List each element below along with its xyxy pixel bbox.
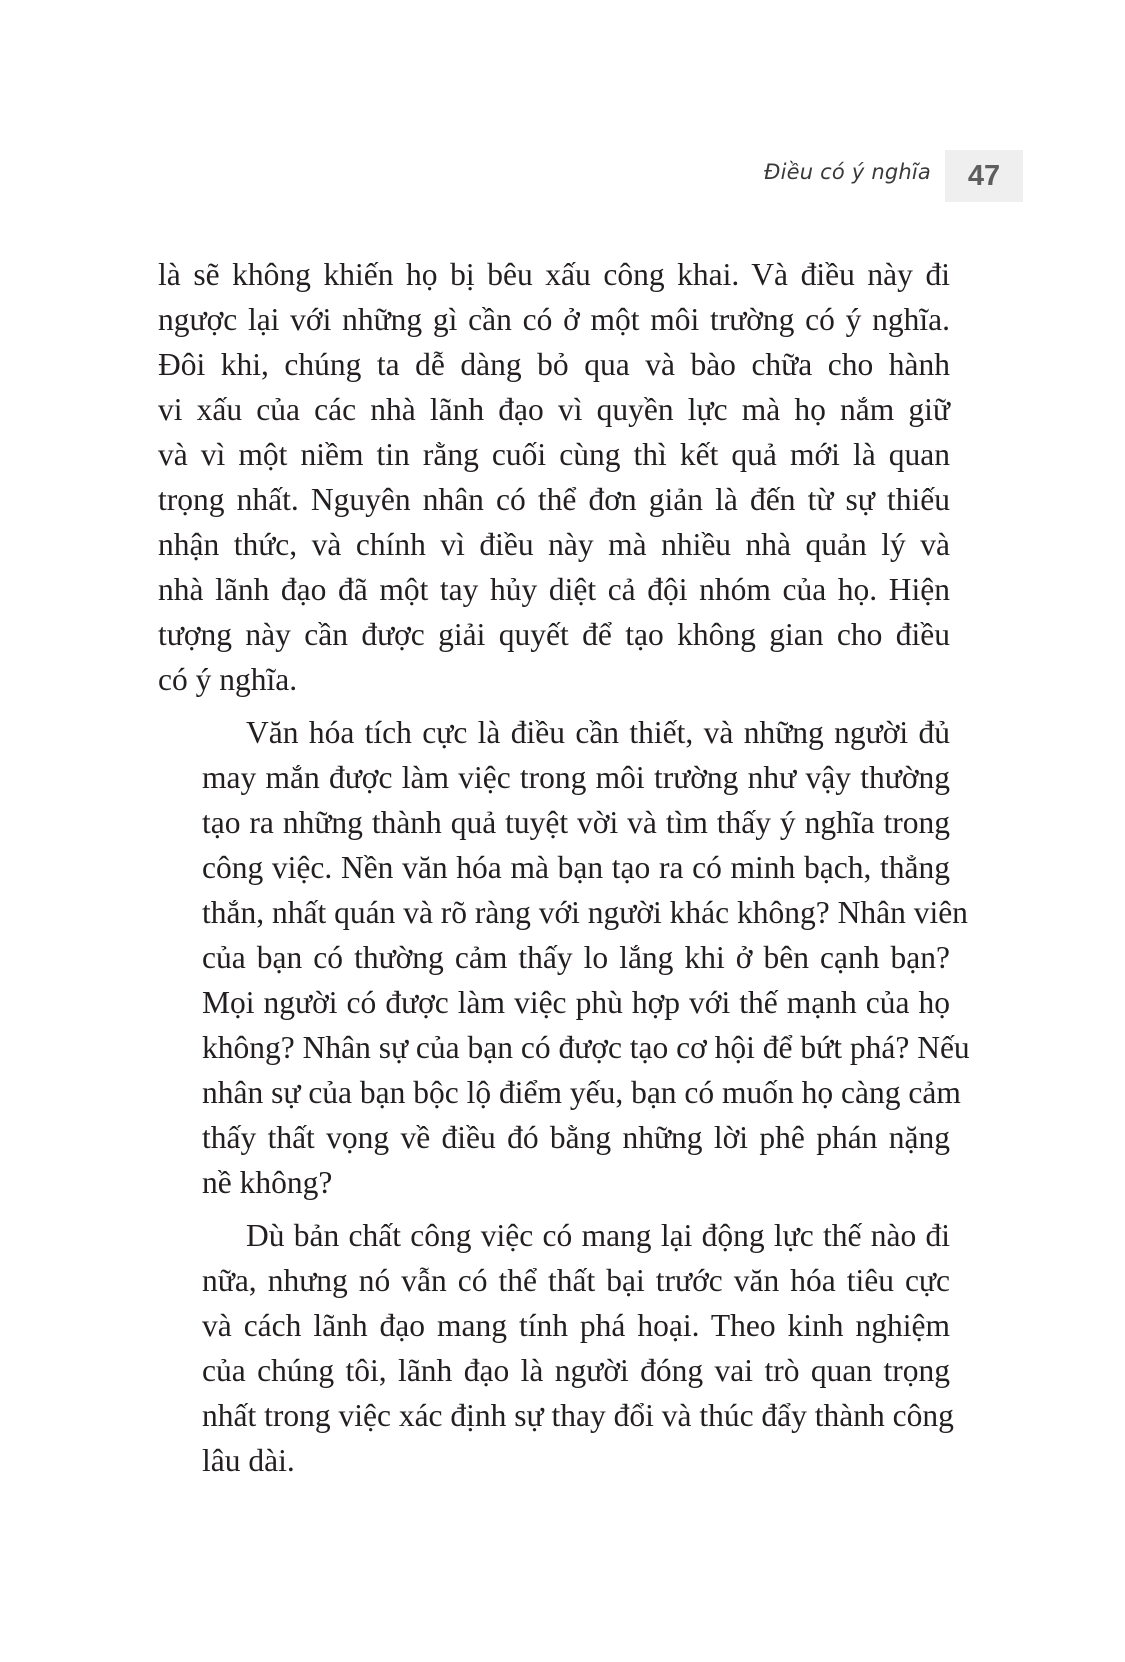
text-line: có ý nghĩa. — [158, 662, 298, 697]
text-line: Văn hóa tích cực là điều cần thiết, và những người đủ — [246, 715, 950, 750]
text-line: tượng này cần được giải quyết để tạo không gian cho điều — [158, 617, 950, 652]
body-text — [158, 252, 970, 1491]
text-line: nhà lãnh đạo đã một tay hủy diệt cả đội nhóm của họ. Hiện — [158, 572, 950, 607]
text-line: trọng nhất. Nguyên nhân có thể đơn giản là đến từ sự thiếu — [158, 482, 950, 517]
text-line: nữa, nhưng nó vẫn có thể thất bại trước văn hóa tiêu cực — [202, 1263, 950, 1298]
running-title: Điều có ý nghĩa — [764, 160, 931, 184]
text-line: Dù bản chất công việc có mang lại động lực thế nào đi — [246, 1218, 950, 1253]
paragraph — [158, 1213, 954, 1483]
text-line: của chúng tôi, lãnh đạo là người đóng vai trò quan trọng — [202, 1353, 950, 1388]
running-header — [700, 150, 1023, 202]
text-line: nhân sự của bạn bộc lộ điểm yếu, bạn có muốn họ càng cảm — [202, 1075, 961, 1110]
text-line: Mọi người có được làm việc phù hợp với thế mạnh của họ — [202, 985, 950, 1020]
text-line: nhất trong việc xác định sự thay đổi và thúc đẩy thành công — [202, 1398, 954, 1433]
paragraph — [158, 710, 970, 1205]
text-line: và vì một niềm tin rằng cuối cùng thì kết quả mới là quan — [158, 437, 950, 472]
text-line: may mắn được làm việc trong môi trường như vậy thường — [202, 760, 950, 795]
text-line: nhận thức, và chính vì điều này mà nhiều nhà quản lý và — [158, 527, 950, 562]
text-line: công việc. Nền văn hóa mà bạn tạo ra có minh bạch, thẳng — [202, 850, 950, 885]
text-line: lâu dài. — [202, 1443, 295, 1478]
text-line: là sẽ không khiến họ bị bêu xấu công khai. Và điều này đi — [158, 257, 950, 292]
text-line: ngược lại với những gì cần có ở một môi trường có ý nghĩa. — [158, 302, 950, 337]
text-line: thắn, nhất quán và rõ ràng với người khác không? Nhân viên — [202, 895, 968, 930]
page-number: 47 — [967, 159, 1001, 192]
paragraph — [158, 252, 950, 702]
text-line: Đôi khi, chúng ta dễ dàng bỏ qua và bào chữa cho hành — [158, 347, 950, 382]
text-line: không? Nhân sự của bạn có được tạo cơ hội để bứt phá? Nếu — [202, 1030, 970, 1065]
text-line: tạo ra những thành quả tuyệt vời và tìm thấy ý nghĩa trong — [202, 805, 950, 840]
text-line: nề không? — [202, 1165, 333, 1200]
text-line: và cách lãnh đạo mang tính phá hoại. Theo kinh nghiệm — [202, 1308, 950, 1343]
text-line: vi xấu của các nhà lãnh đạo vì quyền lực mà họ nắm giữ — [158, 392, 950, 427]
text-line: của bạn có thường cảm thấy lo lắng khi ở bên cạnh bạn? — [202, 940, 950, 975]
text-line: thấy thất vọng về điều đó bằng những lời phê phán nặng — [202, 1120, 950, 1155]
page-number-box — [945, 150, 1023, 202]
